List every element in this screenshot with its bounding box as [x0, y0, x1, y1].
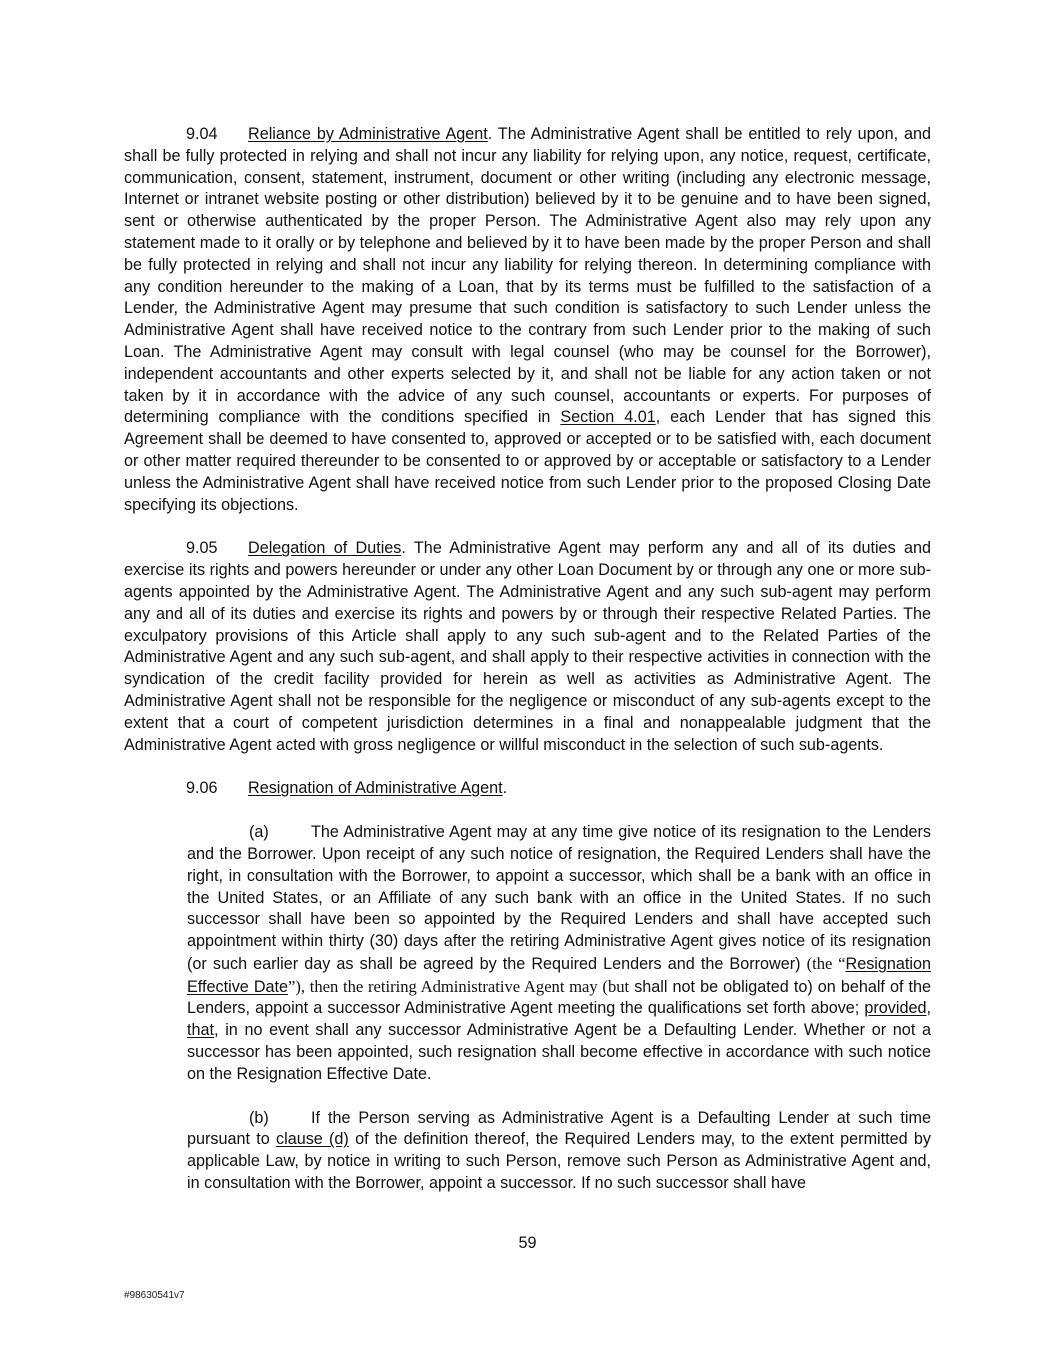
defined-term: Resignation Effective Date [187, 954, 931, 996]
section-9-04 [124, 124, 931, 516]
subsection-text: If the Person serving as Administrative Agent is a Defaulting Lender at such time pursuant to [187, 1108, 931, 1149]
comma: , [926, 999, 931, 1018]
clause-reference: clause (d) [276, 1130, 349, 1149]
subsection-text: The Administrative Agent may at any time give notice of its resignation to the Lenders and the Borrower. Upon receipt of any such notice of resignation, the Required Lenders shall have the right, in consultation with the Borrower, to appoint a successor, which shall be a bank with an office in the United States, or an Affiliate of any such bank with an office in the United States. If no such successor shall have been so appointed by the Required Lenders and shall have accepted such appointment within thirty (30) days after the retiring Administrative Agent gives notice of its resignation (or such earlier day as shall be agreed by the Required Lenders and the Borrower) [187, 823, 931, 973]
section-heading: Reliance by Administrative Agent [248, 125, 488, 143]
subsection-text: , in no event shall any successor Administrative Agent be a Defaulting Lender. Whether or not a successor has been appointed, such resignation shall become effective in accordance with such notice on the Resignation Effective Date. [187, 1021, 931, 1083]
subsection-a [187, 822, 931, 1086]
subsection-b [187, 1108, 931, 1195]
section-9-06 [124, 778, 931, 800]
subsection-label: (b) [249, 1108, 269, 1127]
serif-text: (the “ [806, 953, 846, 973]
section-number: 9.04 [186, 125, 218, 143]
section-heading: Delegation of Duties [248, 539, 402, 558]
section-9-05 [124, 538, 931, 756]
cross-reference: Section 4.01 [560, 408, 656, 427]
subsection-text: of the definition thereof, the Required Lenders may, to the extent permitted by applicable Law, by notice in writing to such Person, remove such Person as Administrative Agent and, in consultation with the Borrower, appoint a successor. If no such successor shall have [187, 1130, 931, 1193]
section-text: , each Lender that has signed this Agreement shall be deemed to have consented to, approved or accepted or to be satisfied with, each document or other matter required thereunder to be consented to or approved by or acceptable or satisfactory to a Lender unless the Administrative Agent shall have received notice from such Lender prior to the proposed Closing Date specifying its objections. [124, 408, 931, 514]
subsection-label: (a) [249, 823, 269, 842]
section-heading: Resignation of Administrative Agent [248, 779, 503, 798]
heading-period: . [502, 779, 508, 798]
provided-term: provided [864, 999, 927, 1018]
section-text: . The Administrative Agent may perform any and all of its duties and exercise its rights and powers hereunder or under any other Loan Document by or through any one or more sub-agents appointed by the Administrative Agent. The Administrative Agent and any such sub-agent may perform any and all of its duties and exercise its rights and powers by or through their respective Related Parties. The exculpatory provisions of this Article shall apply to any such sub-agent and to the Related Parties of the Administrative Agent and any such sub-agent, and shall apply to their respective activities in connection with the syndication of the credit facility provided for herein as well as activities as Administrative Agent. The Administrative Agent shall not be responsible for the negligence or misconduct of any sub-agents except to the extent that a court of competent jurisdiction determines in a final and nonappealable judgment that the Administrative Agent acted with gross negligence or willful misconduct in the selection of such sub-agents. [124, 539, 931, 754]
section-text: . The Administrative Agent shall be entitled to rely upon, and shall be fully protected in relying and shall not incur any liability for relying upon, any notice, request, certificate, communication, consent, statement, instrument, document or other writing (including any electronic message, Internet or intranet website posting or other distribution) believed by it to be genuine and to have been signed, sent or otherwise authenticated by the proper Person. The Administrative Agent also may rely upon any statement made to it orally or by telephone and believed by it to have been made by the proper Person and shall be fully protected in relying and shall not incur any liability for relying thereon. In determining compliance with any condition hereunder to the making of a Loan, that by its terms must be fulfilled to the satisfaction of a Lender, the Administrative Agent may presume that such condition is satisfactory to such Lender unless the Administrative Agent shall have received notice to the contrary from such Lender prior to the making of such Loan. The Administrative Agent may consult with legal counsel (who may be counsel for the Borrower), independent accountants and other experts selected by it, and shall not be liable for any action taken or not taken by it in accordance with the advice of any such counsel, accountants or experts. For purposes of determining compliance with the conditions specified in [124, 125, 931, 427]
section-number: 9.06 [186, 779, 218, 798]
page-number: 59 [518, 1234, 537, 1252]
that-term: that [187, 1021, 215, 1040]
serif-text: ”), then the retiring Administrative Agent may (but [288, 976, 630, 996]
section-number: 9.05 [186, 539, 218, 558]
document-body [124, 124, 931, 1195]
subsection-text: shall not be obligated to) on behalf of the Lenders, appoint a successor Administrative Agent meeting the qualifications set forth above; [187, 977, 932, 1018]
document-id: #98630541v7 [124, 1290, 185, 1301]
